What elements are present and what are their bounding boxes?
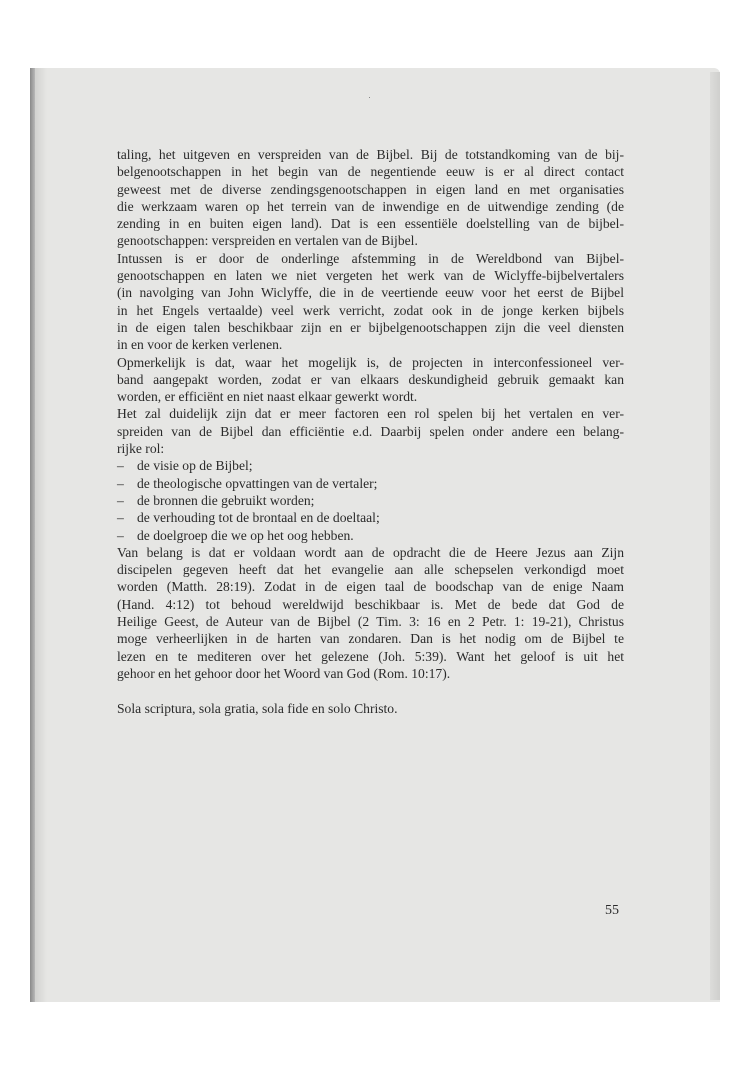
paragraph-line: taling, het uitgeven en verspreiden van de Bijbel. Bij de totstandkoming van de bij- [117, 147, 624, 162]
paragraph-line: worden, er efficiënt en niet naast elkaar gewerkt wordt. [117, 389, 418, 405]
motto: Sola scriptura, sola gratia, sola fide en solo Christo. [117, 700, 398, 716]
closing-paragraph-line: moge verheerlijken in de harten van zondaren. Dan is het nodig om de Bijbel te [117, 631, 624, 647]
paragraph-line: in de eigen talen beschikbaar zijn en er bijbelgenootschappen zijn die veel diensten [117, 319, 624, 335]
paragraph-line: in het Engels vertaalde) veel werk verricht, zodat ook in de jonge kerken bijbels [117, 302, 624, 318]
paragraph-line: belgenootschappen in het begin van de negentiende eeuw is er al direct contact [117, 164, 624, 180]
spacer [117, 682, 624, 699]
list-item [117, 527, 624, 544]
dash-bullet: – [117, 492, 124, 508]
paragraph-line: genootschappen en laten we niet vergeten het werk van de Wiclyffe-bijbelvertalers [117, 268, 624, 284]
closing-paragraph-line: gehoor en het gehoor door het Woord van God (Rom. 10:17). [117, 665, 451, 681]
closing-paragraph-line: worden (Matth. 28:19). Zodat in de eigen taal de boodschap van de enige Naam [117, 579, 624, 595]
body-text [117, 146, 624, 717]
paragraph-line: geweest met de diverse zendingsgenootschappen in eigen land en met organisaties [117, 181, 624, 197]
paragraph-line: die werkzaam waren op het terrein van de inwendige en de uitwendige zending (de [117, 198, 624, 214]
dash-bullet: – [117, 527, 124, 543]
list-item [117, 509, 624, 526]
closing-paragraph-line: Van belang is dat er voldaan wordt aan de opdracht die de Heere Jezus aan Zijn [117, 544, 624, 560]
closing-paragraph-line: lezen en te mediteren over het gelezene (Joh. 5:39). Want het geloof is uit het [117, 648, 624, 664]
speck [369, 97, 370, 98]
list-item-text: de visie op de Bijbel; [137, 458, 253, 474]
paragraph-line: in en voor de kerken verlenen. [117, 337, 283, 353]
list-item-text: de theologische opvattingen van de vertaler; [137, 475, 378, 491]
paragraph-line: Opmerkelijk is dat, waar het mogelijk is, de projecten in interconfessioneel ver- [117, 354, 624, 370]
list-item-text: de verhouding tot de brontaal en de doeltaal; [137, 510, 380, 526]
paragraph-line: band aangepakt worden, zodat er van elkaars deskundigheid gebruik gemaakt kan [117, 371, 624, 387]
dash-bullet: – [117, 510, 124, 526]
paragraph-line: genootschappen: verspreiden en vertalen van de Bijbel. [117, 233, 418, 249]
closing-paragraph-line: (Hand. 4:12) tot behoud wereldwijd beschikbaar is. Met de bede dat God de [117, 596, 624, 612]
list-item [117, 457, 624, 474]
list-item-text: de doelgroep die we op het oog hebben. [137, 527, 354, 543]
page-number: 55 [605, 903, 619, 918]
dash-bullet: – [117, 458, 124, 474]
paragraph-line: spreiden van de Bijbel dan efficiëntie e.d. Daarbij spelen onder andere een belang- [117, 423, 624, 439]
closing-paragraph-line: discipelen gegeven heeft dat het evangelie aan alle schepselen verkondigd moet [117, 562, 624, 578]
list-item-text: de bronnen die gebruikt worden; [137, 492, 315, 508]
list-item [117, 492, 624, 509]
paragraph-line: rijke rol: [117, 441, 165, 457]
paragraph-line: Intussen is er door de onderlinge afstemming in de Wereldbond van Bijbel- [117, 250, 624, 266]
dash-bullet: – [117, 475, 124, 491]
paragraph-line: (in navolging van John Wiclyffe, die in de veertiende eeuw voor het eerst de Bijbel [117, 285, 624, 301]
paragraph-line: zending in en buiten eigen land). Dat is een essentiële doelstelling van de bijbel- [117, 216, 624, 232]
page-edge [710, 72, 720, 1000]
page-gutter [35, 68, 47, 1002]
list-item [117, 475, 624, 492]
paragraph-line: Het zal duidelijk zijn dat er meer factoren een rol spelen bij het vertalen en ver- [117, 406, 624, 422]
closing-paragraph-line: Heilige Geest, de Auteur van de Bijbel (2 Tim. 3: 16 en 2 Petr. 1: 19-21), Christus [117, 614, 624, 630]
